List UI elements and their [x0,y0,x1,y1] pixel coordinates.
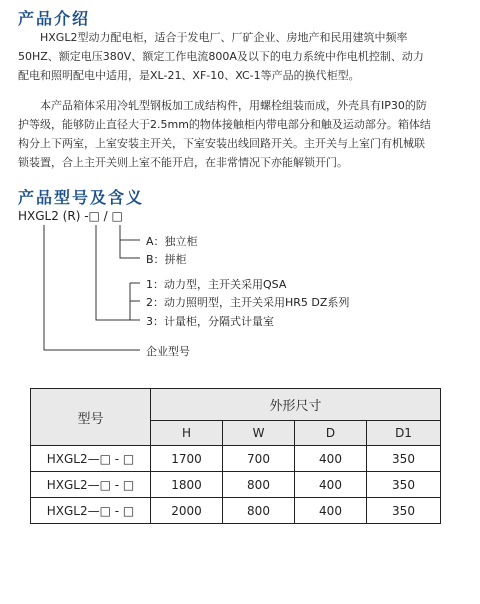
cell-w: 700 [223,446,295,472]
cell-model: HXGL2—□ - □ [31,498,151,524]
cell-d1: 350 [367,498,441,524]
cell-w: 800 [223,472,295,498]
intro-p2-line: 锁装置，合上主开关则上室不能开启，在非常情况下亦能解锁开门。 [18,156,348,169]
cell-model: HXGL2—□ - □ [31,446,151,472]
cell-w: 800 [223,498,295,524]
cell-d: 400 [295,498,367,524]
intro-p2-line: 本产品箱体采用冷轧型钢板加工成结构件，用螺栓组装而成，外壳具有IP30的防 [18,99,427,112]
intro-p2-line: 护等级，能够防止直径大于2.5mm的物体接触柜内带电部分和触及运动部分。箱体结 [18,118,431,131]
cell-d1: 350 [367,446,441,472]
option-1-label: 1：动力型，主开关采用QSA [146,278,287,291]
table-row [31,446,441,472]
cell-d: 400 [295,446,367,472]
cell-d: 400 [295,472,367,498]
intro-p2-line: 构分上下两室，上室安装主开关，下室安装出线回路开关。主开关与上室门有机械联 [18,137,425,150]
header-d1: D1 [367,421,441,446]
option-2-label: 2：动力照明型，主开关采用HR5 DZ系列 [146,296,350,309]
cell-h: 1800 [151,472,223,498]
intro-p1-line: 配电和照明配电中适用，是XL-21、XF-10、XC-1等产品的换代柜型。 [18,69,360,82]
model-code: HXGL2 (R) -□ / □ [18,209,123,223]
cell-model: HXGL2—□ - □ [31,472,151,498]
intro-p1-line: 50HZ、额定电压380V、额定工作电流800A及以下的电力系统中作电机控制、动力 [18,50,424,63]
header-h: H [151,421,223,446]
table-row [31,472,441,498]
model-title: 产品型号及含义 [18,188,145,207]
option-b-label: B：拼柜 [146,253,187,266]
option-a-label: A：独立柜 [146,235,198,248]
header-model: 型号 [31,389,151,446]
header-dimensions: 外形尺寸 [151,389,441,421]
header-w: W [223,421,295,446]
bracket-line-3 [96,225,130,320]
table-row [31,498,441,524]
bracket-line-b [120,225,140,258]
cell-h: 2000 [151,498,223,524]
header-d: D [295,421,367,446]
intro-title: 产品介绍 [18,9,91,28]
enterprise-model-label: 企业型号 [146,345,190,358]
cell-h: 1700 [151,446,223,472]
intro-p1-line: HXGL2型动力配电柜，适合于发电厂、厂矿企业、房地产和民用建筑中频率 [18,31,408,44]
option-3-label: 3：计量柜，分隔式计量室 [146,315,274,328]
bracket-line-enterprise [44,225,140,350]
dimensions-table [30,388,441,524]
cell-d1: 350 [367,472,441,498]
